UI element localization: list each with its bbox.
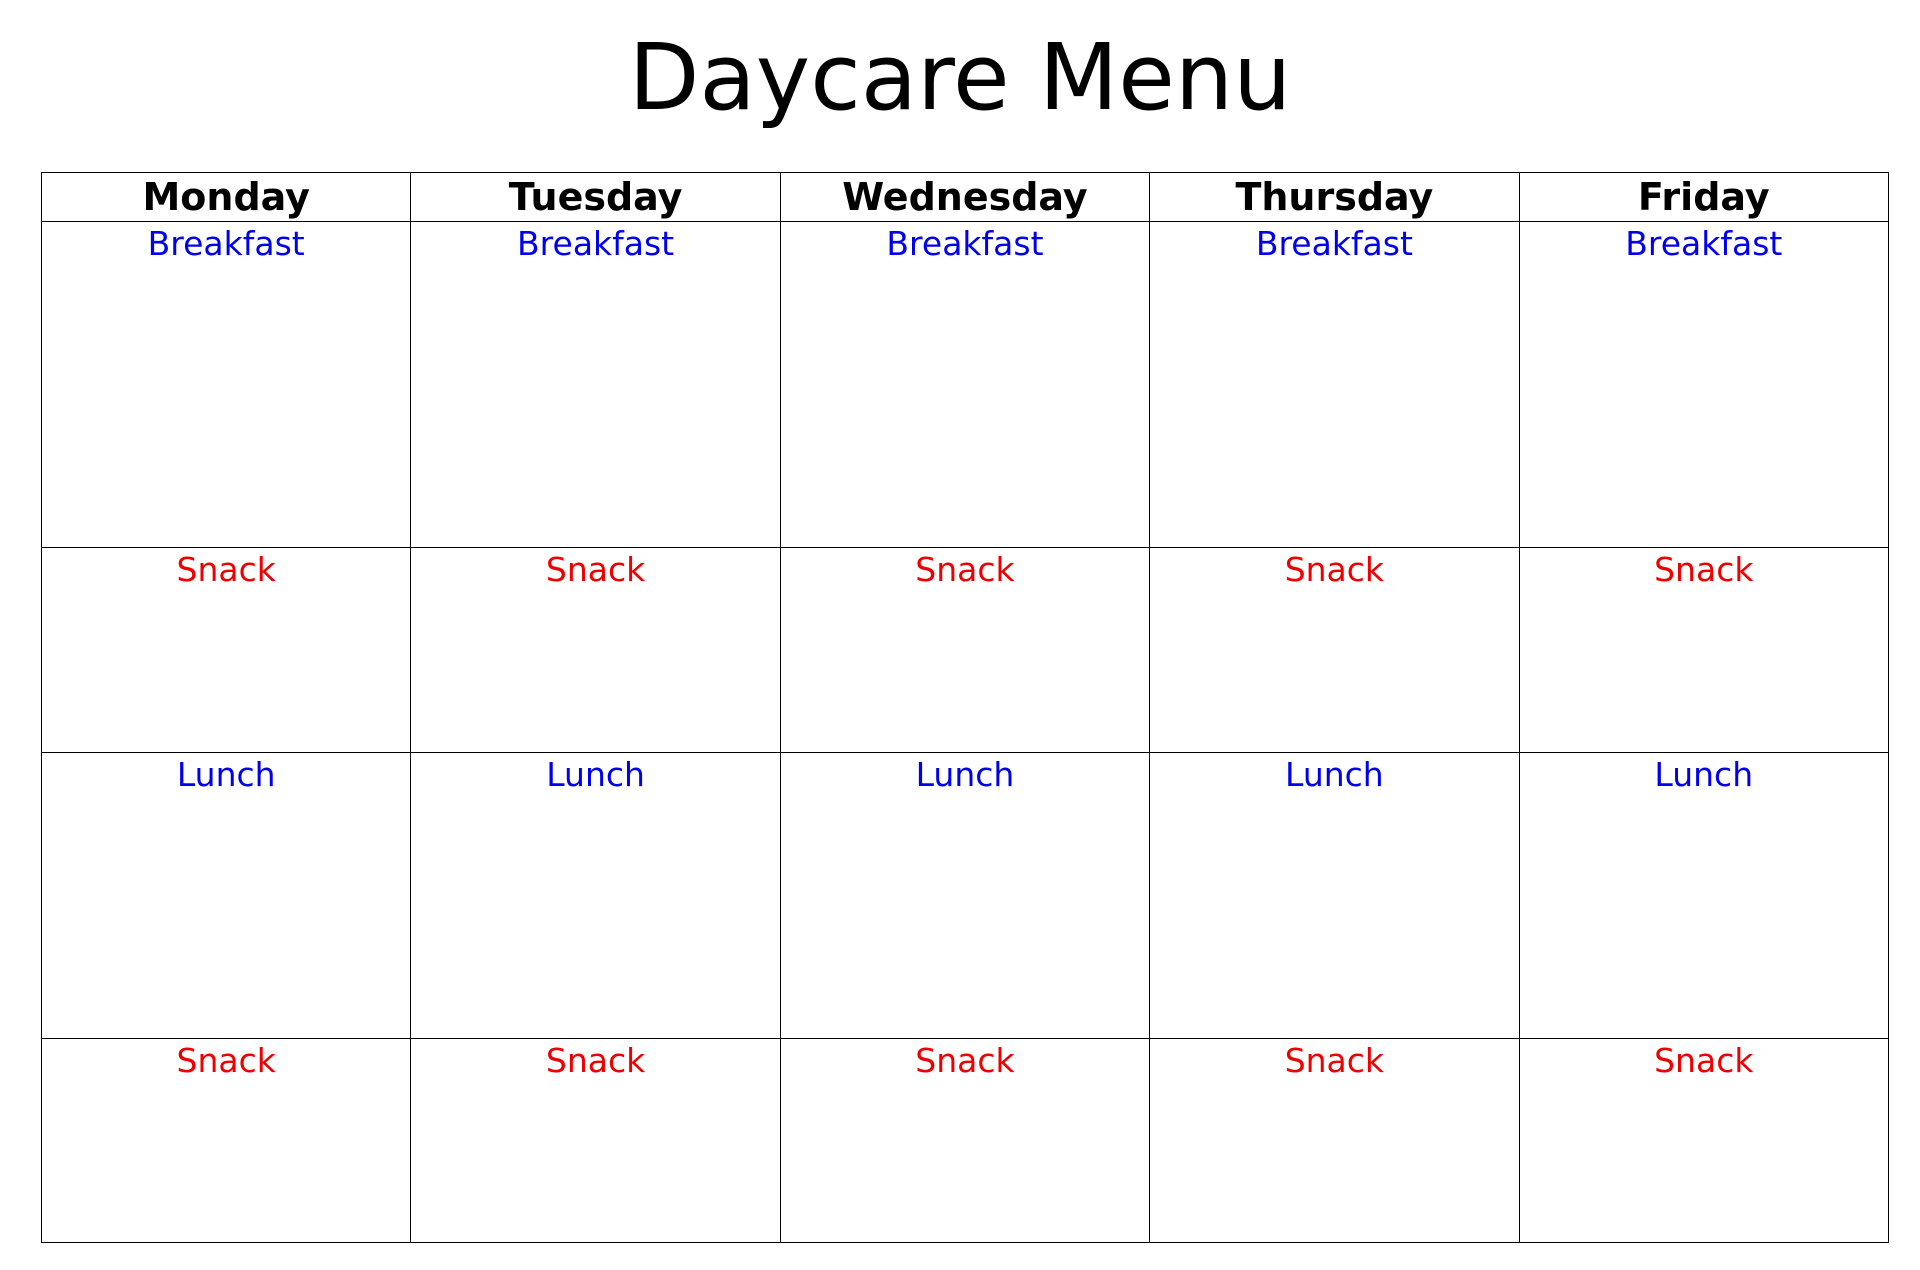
meal-label-snack: Snack bbox=[915, 1041, 1015, 1080]
meal-label-snack: Snack bbox=[176, 550, 276, 589]
menu-cell-thursday-lunch bbox=[1150, 753, 1519, 1039]
menu-cell-wednesday-lunch bbox=[780, 753, 1149, 1039]
menu-table bbox=[41, 172, 1889, 1243]
menu-cell-friday-snack-pm bbox=[1519, 1039, 1888, 1243]
day-header-tuesday: Tuesday bbox=[411, 173, 780, 222]
meal-label-lunch: Lunch bbox=[1654, 755, 1754, 794]
header-row bbox=[42, 173, 1889, 222]
menu-cell-tuesday-breakfast bbox=[411, 222, 780, 548]
menu-cell-tuesday-lunch bbox=[411, 753, 780, 1039]
menu-cell-thursday-snack-pm bbox=[1150, 1039, 1519, 1243]
page-title: Daycare Menu bbox=[628, 24, 1292, 131]
meal-label-lunch: Lunch bbox=[546, 755, 645, 794]
menu-cell-monday-snack-pm bbox=[42, 1039, 411, 1243]
meal-label-snack: Snack bbox=[1284, 1041, 1385, 1080]
meal-label-lunch: Lunch bbox=[176, 755, 276, 794]
meal-label-breakfast: Breakfast bbox=[886, 224, 1044, 263]
afternoon-snack-row bbox=[42, 1039, 1889, 1243]
menu-cell-tuesday-snack-pm bbox=[411, 1039, 780, 1243]
menu-cell-wednesday-snack-am bbox=[780, 548, 1149, 753]
day-header-monday: Monday bbox=[42, 173, 411, 222]
meal-label-snack: Snack bbox=[915, 550, 1015, 589]
meal-label-snack: Snack bbox=[1284, 550, 1385, 589]
menu-cell-wednesday-breakfast bbox=[780, 222, 1149, 548]
meal-label-lunch: Lunch bbox=[1285, 755, 1384, 794]
meal-label-snack: Snack bbox=[545, 550, 646, 589]
lunch-row bbox=[42, 753, 1889, 1039]
day-header-thursday: Thursday bbox=[1150, 173, 1519, 222]
menu-cell-monday-snack-am bbox=[42, 548, 411, 753]
menu-cell-friday-lunch bbox=[1519, 753, 1888, 1039]
menu-cell-wednesday-snack-pm bbox=[780, 1039, 1149, 1243]
menu-cell-thursday-snack-am bbox=[1150, 548, 1519, 753]
meal-label-breakfast: Breakfast bbox=[517, 224, 675, 263]
meal-label-breakfast: Breakfast bbox=[1625, 224, 1783, 263]
meal-label-lunch: Lunch bbox=[915, 755, 1015, 794]
day-header-wednesday: Wednesday bbox=[780, 173, 1149, 222]
menu-cell-friday-breakfast bbox=[1519, 222, 1888, 548]
meal-label-snack: Snack bbox=[1654, 550, 1754, 589]
meal-label-breakfast: Breakfast bbox=[1255, 224, 1413, 263]
meal-label-breakfast: Breakfast bbox=[147, 224, 305, 263]
breakfast-row bbox=[42, 222, 1889, 548]
day-header-friday: Friday bbox=[1519, 173, 1888, 222]
menu-cell-monday-breakfast bbox=[42, 222, 411, 548]
menu-cell-friday-snack-am bbox=[1519, 548, 1888, 753]
menu-cell-monday-lunch bbox=[42, 753, 411, 1039]
meal-label-snack: Snack bbox=[176, 1041, 276, 1080]
meal-label-snack: Snack bbox=[545, 1041, 646, 1080]
menu-cell-thursday-breakfast bbox=[1150, 222, 1519, 548]
morning-snack-row bbox=[42, 548, 1889, 753]
menu-cell-tuesday-snack-am bbox=[411, 548, 780, 753]
meal-label-snack: Snack bbox=[1654, 1041, 1754, 1080]
